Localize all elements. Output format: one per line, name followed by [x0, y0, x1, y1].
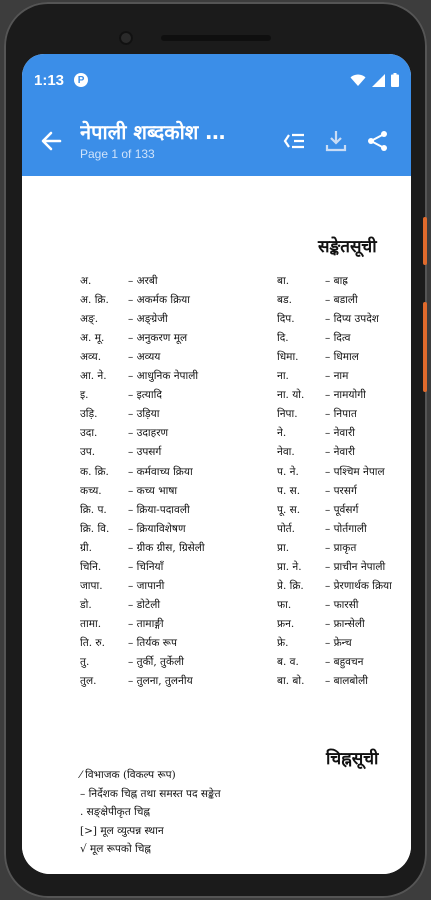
abbreviation-l-full: – चिनियाँ — [128, 560, 164, 573]
abbreviation-l-full: – उड़िया — [128, 408, 160, 421]
abbreviation-l-abbr: कच्य. — [80, 484, 102, 497]
abbreviation-l-full: – क्रिया-पदावली — [128, 503, 190, 516]
abbreviation-l-full: – तामाङ्गी — [128, 617, 164, 630]
abbreviation-r-abbr: ना. — [277, 370, 289, 383]
screen — [22, 54, 411, 874]
abbreviation-r-full: – पूर्वसर्ग — [325, 503, 359, 516]
abbreviation-l-full: – क्रियाविशेषण — [128, 522, 186, 535]
abbreviation-l-abbr: उप. — [80, 446, 96, 459]
abbreviation-l-full: – कर्मवाच्य क्रिया — [128, 465, 193, 478]
abbreviation-r-abbr: प. ने. — [277, 465, 299, 478]
abbreviation-r-full: – नेवारी — [325, 427, 355, 440]
abbreviation-r-abbr: नेवा. — [277, 446, 295, 459]
abbreviation-r-abbr: बड. — [277, 294, 292, 307]
abbreviation-r-abbr: प्रा. ने. — [277, 560, 302, 573]
abbreviation-l-abbr: इ. — [80, 389, 89, 402]
abbreviation-l-abbr: क्रि. वि. — [80, 522, 110, 535]
abbreviation-l-abbr: क. क्रि. — [80, 465, 109, 478]
abbreviation-r-full: – बहुवचन — [325, 656, 364, 668]
abbreviation-l-full: – आधुनिक नेपाली — [128, 370, 199, 383]
sign-list-heading: चिह्नसूची — [326, 749, 379, 769]
abbreviation-l-full: – डोटेली — [128, 598, 161, 611]
status-icons — [350, 73, 399, 87]
abbreviation-l-abbr: उड़ि. — [80, 408, 98, 421]
abbreviation-r-abbr: दि. — [277, 332, 289, 345]
abbreviation-l-abbr: चिनि. — [80, 560, 102, 573]
abbreviation-r-full: – पश्चिम नेपाल — [325, 465, 385, 478]
front-camera — [119, 31, 133, 45]
abbreviation-l-abbr: उदा. — [80, 427, 98, 440]
abbreviation-l-full: – तिर्यक रूप — [128, 636, 177, 649]
abbreviation-l-abbr: अ. क्रि. — [80, 294, 109, 307]
volume-button — [423, 302, 427, 392]
abbreviation-r-full: – पोर्तगाली — [325, 522, 367, 535]
abbreviation-r-full: – धिमाल — [325, 351, 359, 364]
wifi-icon — [350, 74, 366, 87]
abbreviation-l-full: – इत्यादि — [128, 389, 162, 402]
abbreviation-l-full: – अरबी — [128, 275, 158, 287]
table-of-contents-icon — [282, 131, 306, 151]
sign-row: ⁄ विभाजक (विकल्प रूप) — [80, 769, 176, 781]
abbreviation-r-abbr: प्रे. क्रि. — [277, 579, 304, 592]
table-of-contents-button[interactable] — [281, 128, 307, 154]
abbreviation-l-full: – उपसर्ग — [128, 446, 162, 459]
abbreviation-l-abbr: अङ्. — [80, 313, 99, 326]
abbreviation-l-abbr: अव्य. — [80, 351, 102, 364]
abbreviation-r-abbr: पोर्त. — [277, 522, 296, 535]
abbreviation-r-abbr: बा. बो. — [277, 675, 305, 688]
abbreviation-l-full: – तुलना, तुलनीय — [128, 675, 193, 688]
abbreviation-l-abbr: तुल. — [80, 675, 97, 688]
title-block — [80, 119, 281, 161]
abbreviation-l-full: – अङ्ग्रेजी — [128, 313, 168, 326]
abbreviation-l-abbr: डो. — [80, 598, 92, 611]
abbreviation-l-abbr: तु. — [80, 656, 90, 668]
abbreviation-r-full: – प्राकृत — [325, 541, 357, 554]
abbreviation-l-full: – उदाहरण — [128, 427, 169, 440]
abbreviation-r-full: – निपात — [325, 408, 357, 421]
abbreviation-r-abbr: ना. यो. — [277, 389, 305, 402]
abbreviation-r-abbr: प्रा. — [277, 541, 290, 554]
abbreviation-l-abbr: क्रि. प. — [80, 503, 107, 516]
abbreviation-r-abbr: निपा. — [277, 408, 298, 421]
status-time: 1:13 — [34, 71, 65, 89]
abbreviation-l-full: – जापानी — [128, 579, 165, 592]
abbreviation-r-full: – प्राचीन नेपाली — [325, 560, 386, 573]
abbreviation-r-full: – दित्व — [325, 332, 351, 345]
earpiece-speaker — [161, 35, 271, 41]
pdf-page[interactable] — [22, 176, 411, 874]
toolbar-actions — [281, 128, 411, 154]
abbreviation-l-abbr: अ. — [80, 275, 92, 287]
abbreviation-r-full: – फारसी — [325, 598, 359, 611]
abbreviation-r-full: – नाम — [325, 370, 349, 383]
battery-icon — [391, 73, 399, 87]
back-button[interactable] — [22, 106, 80, 176]
abbreviation-r-full: – नेवारी — [325, 446, 355, 459]
abbreviation-r-full: – दिप्य उपदेश — [325, 313, 379, 326]
abbreviation-r-full: – प्रेरणार्थक क्रिया — [325, 579, 392, 592]
abbreviation-r-abbr: दिप. — [277, 313, 295, 326]
abbreviation-r-abbr: धिमा. — [277, 351, 299, 364]
app-notification-icon: P — [74, 73, 88, 87]
abbreviation-r-full: – बालबोली — [325, 675, 368, 688]
share-button[interactable] — [365, 128, 391, 154]
download-icon — [325, 129, 347, 153]
abbreviation-r-full: – फ्रेन्च — [325, 636, 352, 649]
abbreviation-l-abbr: ति. रु. — [80, 636, 105, 649]
abbreviation-l-full: – अकर्मक क्रिया — [128, 294, 190, 307]
abbreviation-r-full: – फ्रान्सेली — [325, 617, 365, 630]
document-title: नेपाली शब्दकोश … — [80, 119, 226, 144]
phone-frame — [4, 2, 427, 898]
download-button[interactable] — [323, 128, 349, 154]
abbreviation-l-abbr: तामा. — [80, 617, 102, 630]
abbreviation-r-abbr: प. स. — [277, 484, 301, 497]
back-arrow-icon — [40, 130, 62, 152]
abbreviation-r-full: – बडाली — [325, 294, 358, 307]
power-button — [423, 217, 427, 265]
abbreviation-r-abbr: ने. — [277, 427, 287, 440]
abbreviation-l-full: – अव्यय — [128, 351, 161, 364]
abbreviation-l-abbr: अ. मू. — [80, 332, 105, 345]
abbreviation-r-abbr: पू. स. — [277, 503, 301, 516]
signal-icon — [372, 74, 385, 87]
abbreviation-l-full: – कच्य भाषा — [128, 484, 178, 497]
abbreviation-r-abbr: फ्रे. — [277, 636, 289, 649]
app-bar — [22, 106, 411, 176]
share-icon — [367, 130, 389, 152]
abbreviation-r-abbr: फा. — [277, 598, 292, 611]
abbreviation-r-full: – नामयोगी — [325, 389, 366, 402]
abbreviation-l-full: – अनुकरण मूल — [128, 332, 188, 345]
abbreviation-r-full: – बाह्र — [325, 275, 348, 287]
sign-row: √ मूल रूपको चिह्न — [80, 843, 151, 855]
abbreviation-l-abbr: आ. ने. — [80, 370, 107, 383]
status-bar — [22, 54, 411, 106]
sign-row: – निर्देशक चिह्न तथा समस्त पद सङ्केत — [80, 787, 221, 800]
abbreviation-r-abbr: ब. व. — [277, 656, 299, 668]
abbreviation-list-heading: सङ्केतसूची — [318, 237, 377, 257]
abbreviation-r-full: – परसर्ग — [325, 484, 357, 497]
sign-row: [>] मूल व्युत्पन्न स्थान — [80, 824, 164, 837]
abbreviation-l-abbr: जापा. — [80, 579, 103, 592]
abbreviation-r-abbr: फ्रन. — [277, 617, 295, 630]
abbreviation-r-abbr: बा. — [277, 275, 290, 287]
page-indicator: Page 1 of 133 — [80, 146, 155, 161]
abbreviation-l-full: – ग्रीक ग्रीस, ग्रिसेली — [128, 541, 205, 554]
sign-row: . सङ्क्षेपीकृत चिह्न — [80, 806, 150, 818]
abbreviation-l-abbr: ग्री. — [80, 541, 92, 554]
abbreviation-l-full: – तुर्की, तुर्केली — [128, 656, 184, 668]
